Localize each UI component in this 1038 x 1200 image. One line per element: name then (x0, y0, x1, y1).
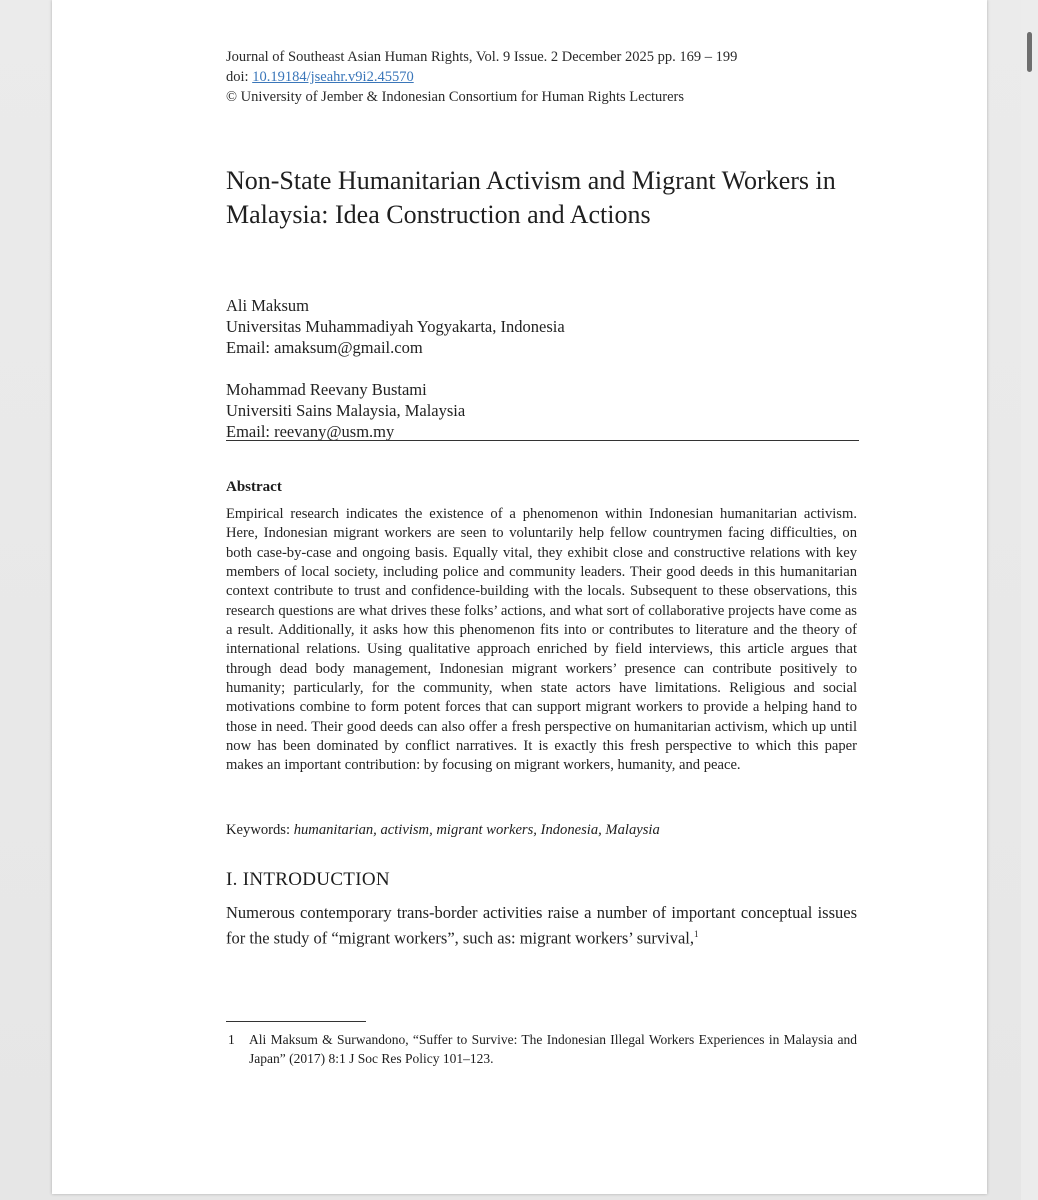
author-divider (226, 440, 859, 441)
introduction-paragraph (226, 903, 857, 949)
footnote-text: Ali Maksum & Surwandono, “Suffer to Survive: The Indonesian Illegal Workers Experiences in Malaysia and Japan” (2017) 8:1 J Soc Res Policy 101–123. (249, 1032, 857, 1066)
introduction-text: Numerous contemporary trans-border activities raise a number of important conceptual issues for the study of “migrant workers”, such as: migrant workers’ survival, (226, 903, 857, 947)
author-1 (226, 295, 565, 358)
doi-line (226, 67, 414, 87)
keywords-list: humanitarian, activism, migrant workers, Indonesia, Malaysia (293, 822, 660, 838)
author-affiliation: Universitas Muhammadiyah Yogyakarta, Indonesia (226, 317, 565, 336)
footnote-reference[interactable]: 1 (694, 928, 699, 939)
copyright-line: © University of Jember & Indonesian Consortium for Human Rights Lecturers (226, 89, 685, 105)
author-email: Email: reevany@usm.my (226, 422, 395, 441)
author-name: Ali Maksum (226, 296, 309, 315)
doi-link[interactable]: 10.19184/jseahr.v9i2.45570 (252, 69, 414, 85)
scrollbar-thumb[interactable] (1027, 32, 1032, 72)
section-heading-introduction: I. INTRODUCTION (226, 869, 390, 890)
keywords-line (226, 820, 660, 840)
journal-citation: Journal of Southeast Asian Human Rights, Vol. 9 Issue. 2 December 2025 pp. 169 – 199 (226, 49, 738, 65)
author-email: Email: amaksum@gmail.com (226, 338, 423, 357)
abstract-body: Empirical research indicates the existence of a phenomenon within Indonesian humanitarian activism. Here, Indonesian migrant workers are seen to voluntarily help fellow countrymen facing difficulties, on both case-by-case and ongoing basis. Equally vital, they exhibit close and constructive relations with key members of local society, including police and community leaders. Their good deeds in this humanitarian context contribute to trust and confidence-building with the locals. Subsequent to these observations, this research questions are what drives these folks’ actions, and what sort of collaborative projects have come as a result. Additionally, it asks how this phenomenon fits into or contributes to literature and the theory of international relations. Using qualitative approach enriched by field interviews, this article argues that through dead body management, Indonesian migrant workers’ presence can contribute positively to humanity; particularly, for the community, when state actors have limitations. Religious and social motivations combine to form potent forces that can support migrant workers to provide a helping hand to those in need. Their good deeds can also offer a fresh perspective on humanitarian activism, which up until now has been dominated by conflict narratives. It is exactly this fresh perspective to which this paper makes an important contribution: by focusing on migrant workers, humanity, and peace. (226, 506, 857, 774)
footnote-number: 1 (228, 1032, 235, 1047)
author-name: Mohammad Reevany Bustami (226, 380, 427, 399)
keywords-label: Keywords: (226, 822, 294, 838)
author-affiliation: Universiti Sains Malaysia, Malaysia (226, 401, 466, 420)
author-2 (226, 379, 465, 442)
footnote-divider (226, 1021, 366, 1022)
doi-label: doi: (226, 69, 253, 85)
abstract-heading: Abstract (226, 479, 282, 495)
article-title: Non-State Humanitarian Activism and Migrant Workers in Malaysia: Idea Construction and Actions (226, 166, 836, 229)
vertical-scrollbar[interactable] (1021, 0, 1038, 1200)
